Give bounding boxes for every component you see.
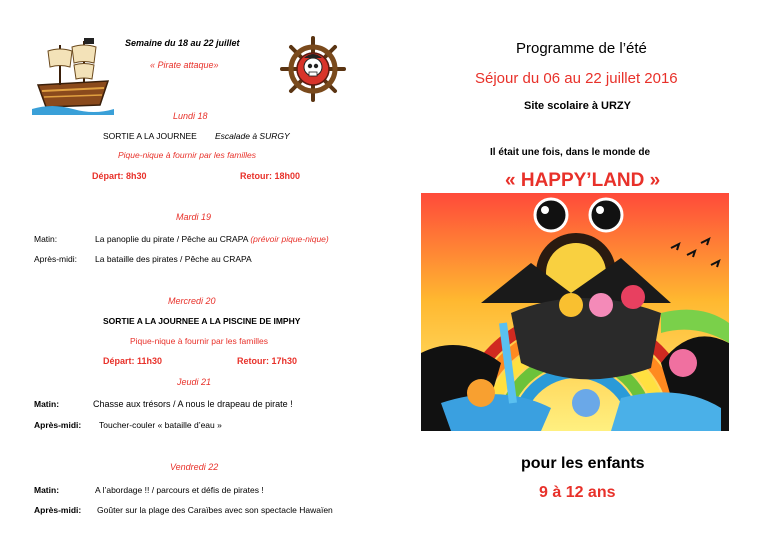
sejour-dates: Séjour du 06 au 22 juillet 2016 [475, 70, 678, 87]
friday-matin-text: A l’abordage !! / parcours et défis de pirates ! [95, 485, 264, 495]
thursday-am-text: Toucher-couler « bataille d’eau » [99, 420, 222, 430]
thursday-am-label: Après-midi: [34, 420, 82, 430]
tuesday-title: Mardi 19 [176, 212, 212, 222]
skull-ship-wheel-icon [280, 36, 346, 102]
program-title: Programme de l’été [516, 40, 647, 57]
wednesday-depart: Départ: 11h30 [103, 356, 163, 366]
tuesday-matin-activity: La panoplie du pirate / Pêche au CRAPA [95, 234, 251, 244]
wednesday-title: Mercredi 20 [168, 296, 216, 306]
wednesday-retour: Retour: 17h30 [237, 356, 298, 366]
friday-matin-label: Matin: [34, 485, 60, 495]
monday-retour: Retour: 18h00 [240, 171, 301, 181]
pirate-ship-icon [32, 37, 114, 115]
monday-outing: SORTIE A LA JOURNEE [103, 131, 197, 141]
monday-depart: Départ: 8h30 [92, 171, 147, 181]
friday-am-label: Après-midi: [34, 505, 82, 515]
monday-activity: Escalade à SURGY [215, 131, 290, 141]
monday-title: Lundi 18 [173, 111, 208, 121]
site-location: Site scolaire à URZY [524, 100, 631, 112]
thursday-matin-text: Chasse aux trésors / A nous le drapeau de pirate ! [93, 399, 293, 409]
tuesday-am-text: La bataille des pirates / Pêche au CRAPA [95, 254, 252, 264]
tuesday-matin-text [95, 234, 329, 244]
thursday-title: Jeudi 21 [177, 377, 212, 387]
for-kids: pour les enfants [521, 455, 645, 472]
tuesday-am-label: Après-midi: [34, 254, 77, 264]
thursday-matin-label: Matin: [34, 399, 60, 409]
intro-text: Il était une fois, dans le monde de [490, 147, 651, 158]
age-range: 9 à 12 ans [539, 484, 616, 501]
theme-header: « Pirate attaque» [150, 60, 219, 70]
happyland-title: « HAPPY’LAND » [505, 170, 661, 191]
friday-am-text: Goûter sur la plage des Caraïbes avec son spectacle Hawaïen [97, 505, 333, 515]
monday-picnic: Pique-nique à fournir par les familles [118, 150, 256, 160]
tuesday-matin-label: Matin: [34, 234, 58, 244]
week-header: Semaine du 18 au 22 juillet [125, 38, 240, 48]
tuesday-matin-note: (prévoir pique-nique) [250, 234, 329, 244]
friday-title: Vendredi 22 [170, 462, 219, 472]
happyland-illustration [421, 193, 729, 431]
wednesday-outing: SORTIE A LA JOURNEE A LA PISCINE DE IMPHY [103, 316, 301, 326]
wednesday-picnic: Pique-nique à fournir par les familles [130, 336, 268, 346]
